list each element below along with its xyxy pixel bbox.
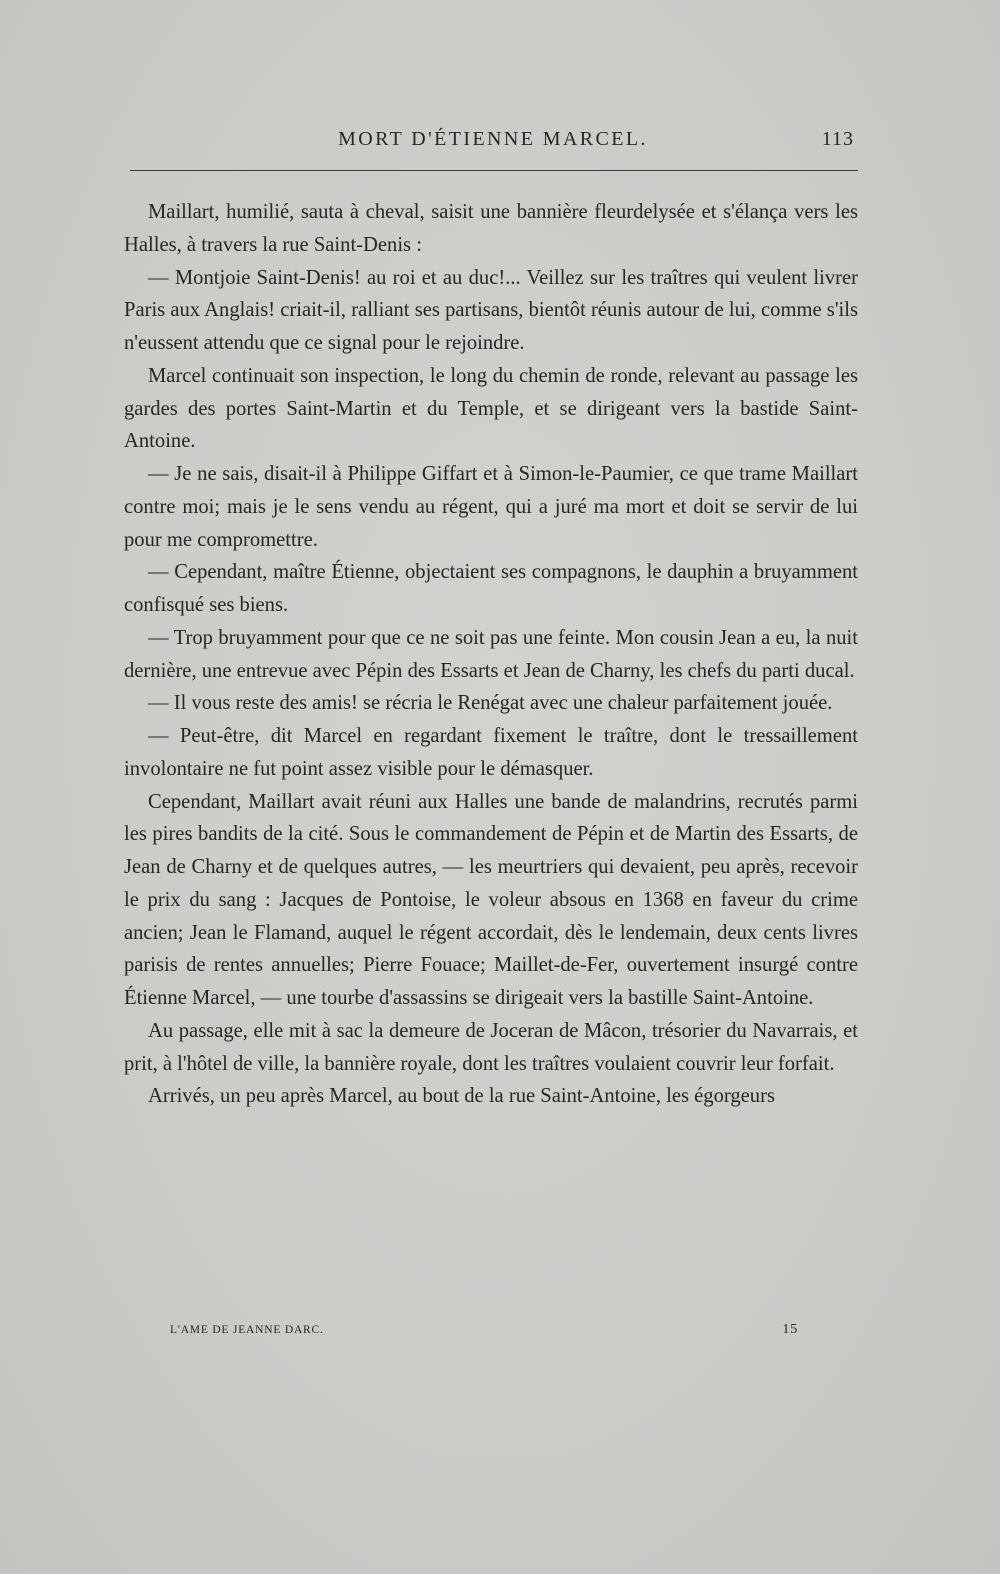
body-text [124,196,858,1113]
running-title: MORT D'ÉTIENNE MARCEL. [338,128,648,150]
paragraph: Au passage, elle mit à sac la demeure de Joceran de Mâcon, trésorier du Navarrais, et prit, à l'hôtel de ville, la bannière royale, dont les traîtres voulaient couvrir leur forfait. [124,1019,858,1075]
paragraph: — Montjoie Saint-Denis! au roi et au duc!... Veillez sur les traîtres qui veulent livrer Paris aux Anglais! criait-il, ralliant ses partisans, bientôt réunis autour de lui, comme s'ils n'eussent attendu que ce signal pour le rejoindre. [124,266,858,354]
paragraph: Cependant, Maillart avait réuni aux Halles une bande de malandrins, recrutés parmi les pires bandits de la cité. Sous le commandement de Pépin et de Martin des Essarts, de Jean de Charny et de quelques autres, — les meurtriers qui devaient, peu après, recevoir le prix du sang : Jacques de Pontoise, le voleur absous en 1368 en faveur du crime ancien; Jean le Flamand, auquel le régent accordait, dès le lendemain, deux cents livres parisis de rentes annuelles; Pierre Fouace; Maillet-de-Fer, ouvertement insurgé contre Étienne Marcel, — une tourbe d'assassins se dirigeait vers la bastille Saint-Antoine. [124,790,858,1009]
page-number: 113 [821,128,854,150]
paragraph: — Trop bruyamment pour que ce ne soit pas une feinte. Mon cousin Jean a eu, la nuit dernière, une entrevue avec Pépin des Essarts et Jean de Charny, les chefs du parti ducal. [124,626,858,682]
page-footer [170,1324,800,1344]
paragraph: Marcel continuait son inspection, le long du chemin de ronde, relevant au passage les gardes des portes Saint-Martin et du Temple, et se dirigeant vers la bastide Saint-Antoine. [124,364,858,453]
header-rule [130,170,858,171]
paragraph: Maillart, humilié, sauta à cheval, saisit une bannière fleurdelysée et s'élança vers les Halles, à travers la rue Saint-Denis : [124,201,858,256]
paragraph: — Peut-être, dit Marcel en regardant fixement le traître, dont le tressaillement involontaire ne fut point assez visible pour le démasquer. [124,725,858,780]
paragraph: — Je ne sais, disait-il à Philippe Giffart et à Simon-le-Paumier, ce que trame Maillart contre moi; mais je le sens vendu au régent, qui a juré ma mort et doit se servir de lui pour me compromettre. [124,463,858,551]
paragraph: — Il vous reste des amis! se récria le Renégat avec une chaleur parfaitement jouée. [148,692,833,715]
paragraph: — Cependant, maître Étienne, objectaient ses compagnons, le dauphin a bruyamment confisqué ses biens. [124,561,858,616]
signature-mark: 15 [782,1322,798,1337]
footer-book-title: L'AME DE JEANNE DARC. [170,1324,324,1336]
paragraph: Arrivés, un peu après Marcel, au bout de la rue Saint-Antoine, les égorgeurs [148,1085,775,1108]
running-head [128,122,858,156]
